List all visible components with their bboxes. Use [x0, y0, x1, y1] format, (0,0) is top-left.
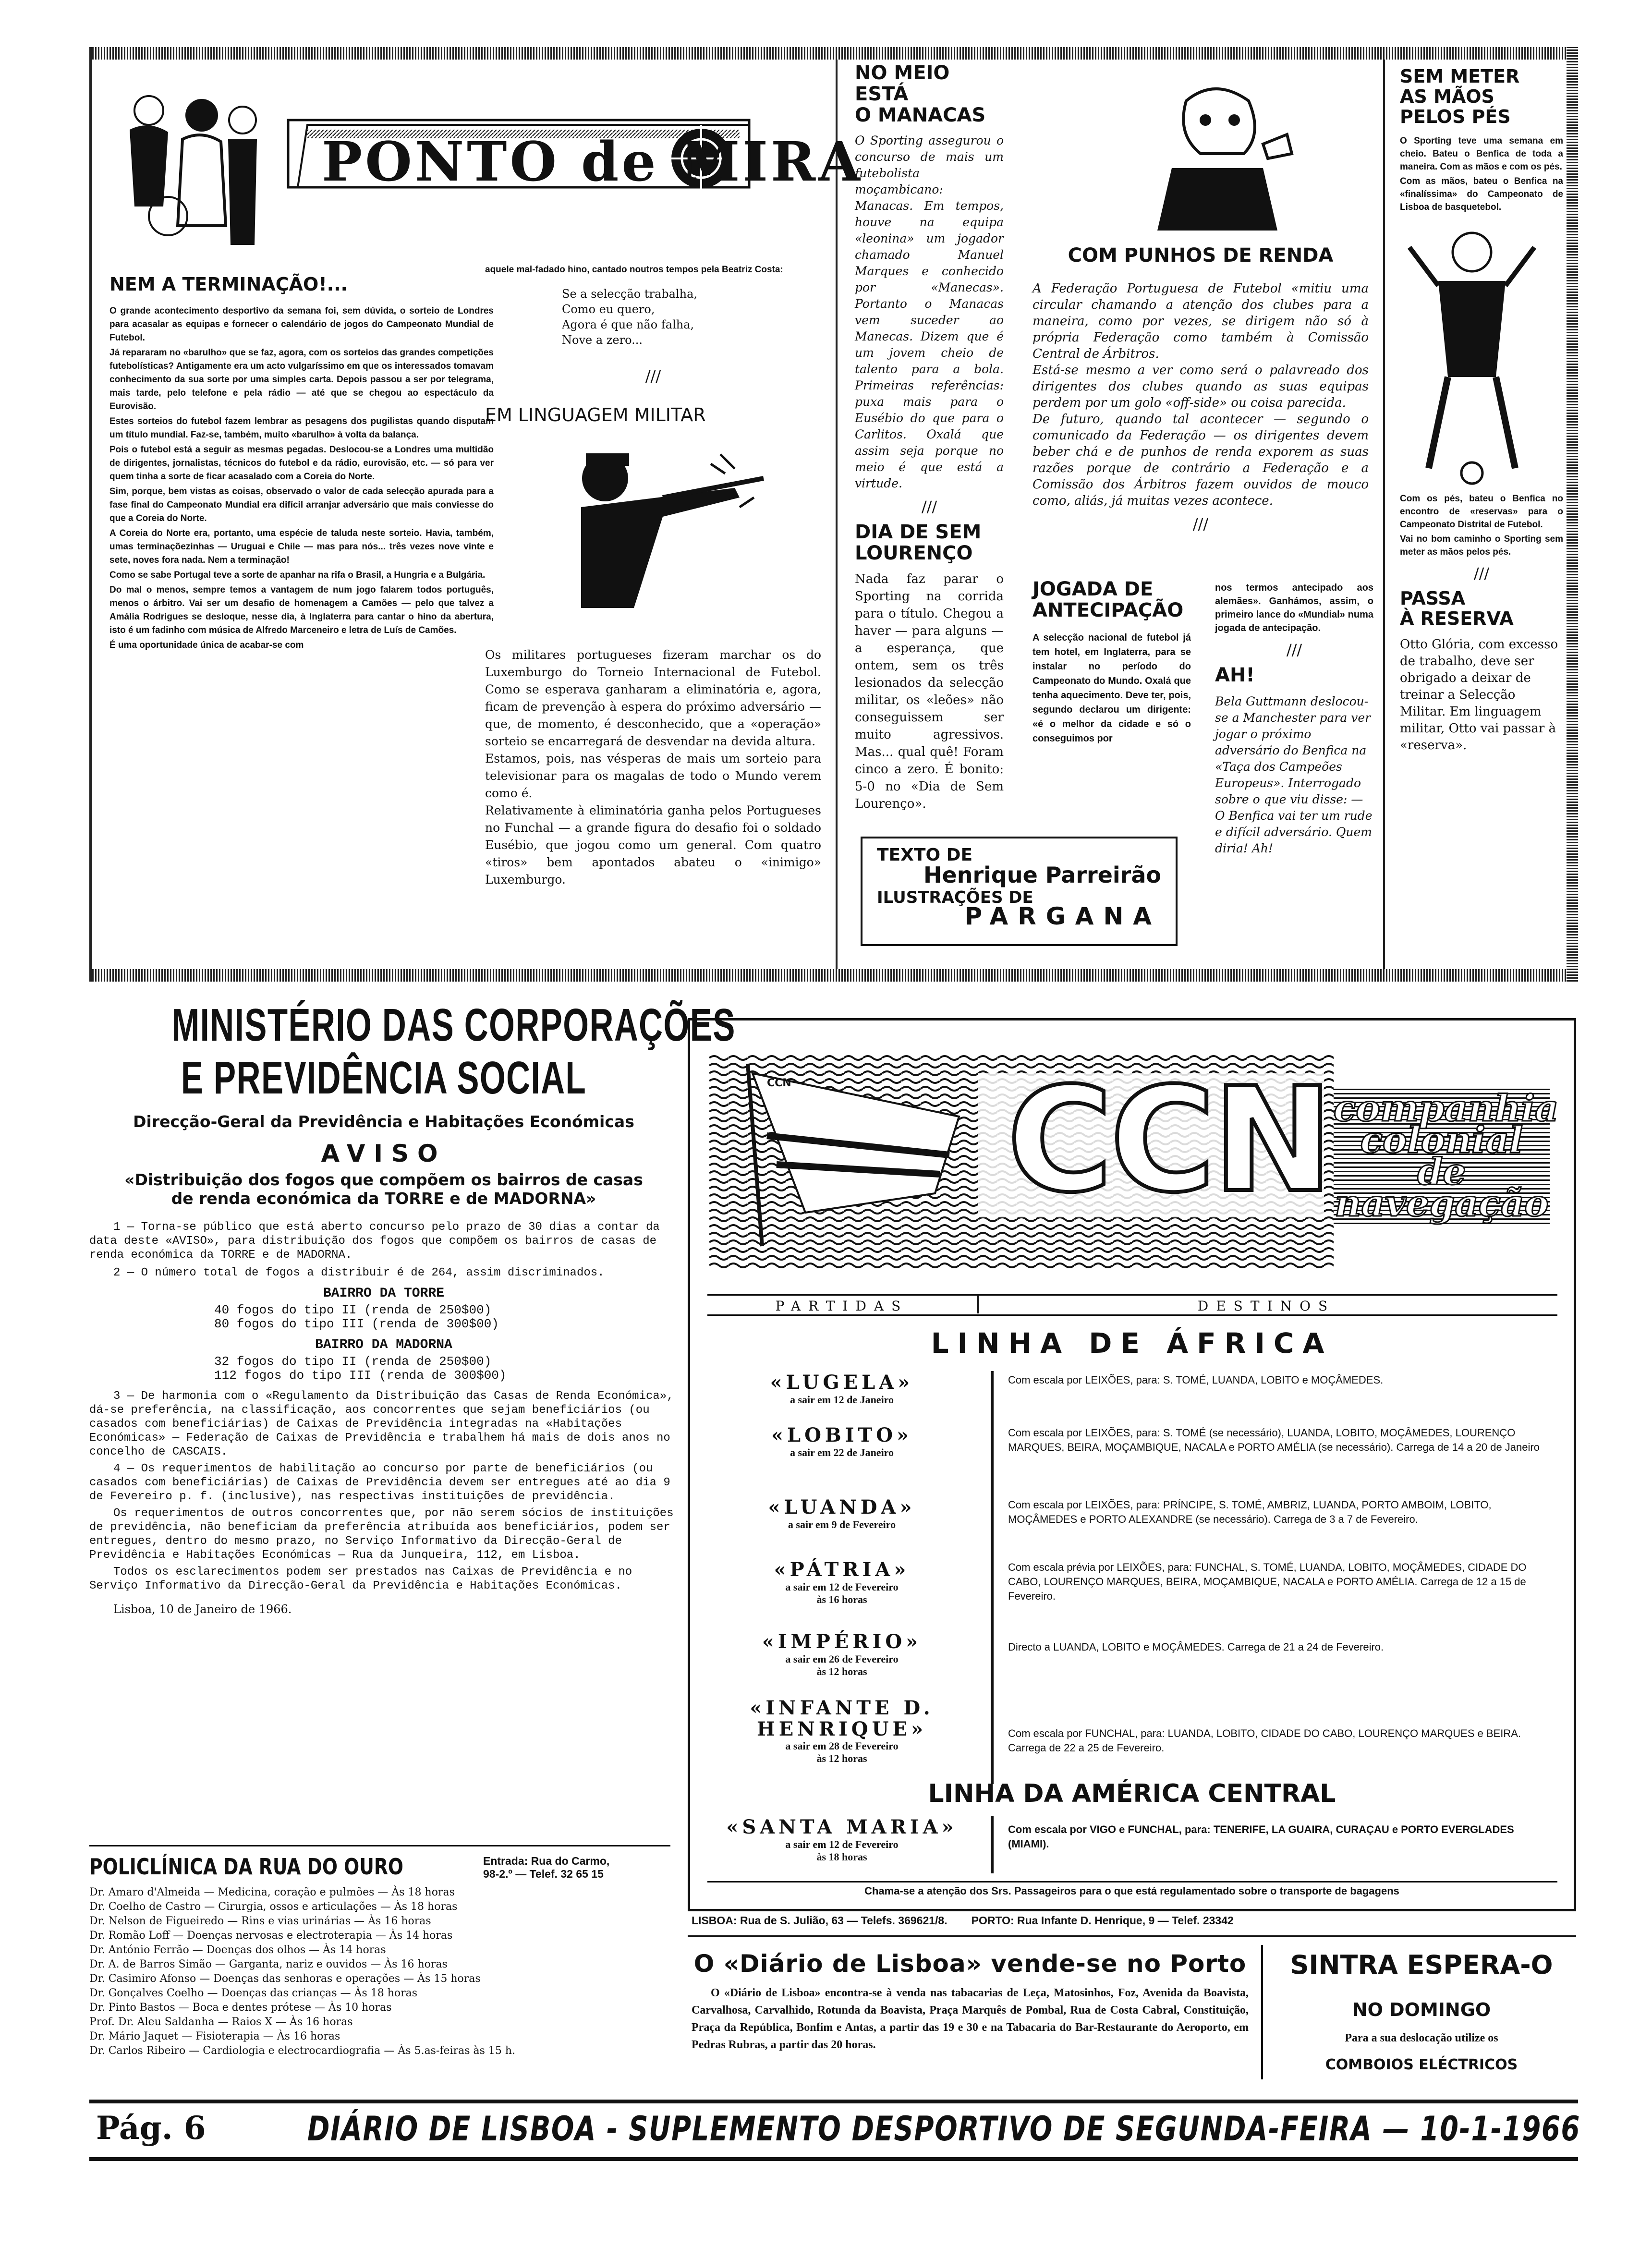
- table-header-line: [707, 1294, 1557, 1296]
- ship-name: «SANTA MARIA»: [726, 1816, 958, 1838]
- ship-destinations: Com escala por LEIXÕES, para: S. TOMÉ (se necessário), LUANDA, LOBITO, MOÇÂMEDES, LOURENÇO MARQUES, BEIRA, MOÇAMBIQUE, NACALA e PORTO AMÉLIA (se necessário). Carrega de 14 a 20 de Janeiro: [1008, 1427, 1540, 1453]
- heading: NEM A TERMINAÇÃO!...: [109, 274, 348, 295]
- list-item: 40 fogos do tipo II (renda de 250$00): [214, 1303, 492, 1317]
- paragraph: A Coreia do Norte era, portanto, uma espécie de taluda neste sorteio. Havia, também, umas terminaçõezinhas — Uruguai e Chile — mas para nós... três vezes nove vinte e sete, noves fora nada. Nem a terminação!: [109, 528, 494, 565]
- paragraph: 1 — Torna-se público que está aberto concurso pelo prazo de 30 dias a contar da data deste «AVISO», para distribuição dos fogos que compõem os bairros de casas de renda económica da TORRE e de MADORNA.: [89, 1221, 660, 1262]
- paragraph: Está-se mesmo a ver como será o palavreado dos dirigentes dos clubes quando as suas equipas perdem por um golo «off-side» ou coisa parecida.: [1032, 363, 1369, 410]
- list-item: Dr. Casimiro Afonso — Doenças das senhoras e operações — Às 15 horas: [89, 1973, 481, 1985]
- policlinica-ad: [89, 1854, 675, 2079]
- column-rule: [977, 1294, 979, 1313]
- paragraph: Relativamente à eliminatória ganha pelos Portugueses no Funchal — a grande figura do desafio foi o soldado Eusébio, que jogou como um general. Com quatro «tiros» bem apontados abateu o «inimigo» Luxemburgo.: [485, 803, 821, 887]
- paragraph: Do mal o menos, sempre temos a vantagem de num jogo falarem todos português, menos o árbitro. Vai ser um desafio de homenagem a Camões — pelo que talvez a Amália Rodrigues se desloque, nesse dia, à Inglaterra para cantar o hino da abertura, isto é um fadinho com música de Alfredo Marceneiro e letra de Luís de Camões.: [109, 585, 494, 635]
- ship-name: «IMPÉRIO»: [762, 1630, 922, 1653]
- separator: ///: [1473, 564, 1490, 583]
- paragraph: Bela Guttmann deslocou-se a Manchester para ver jogar o próximo adversário do Benfica na «Taça dos Campeões Europeus». Interrogado sobre o que viu disse: — O Benfica vai ter um rude e difícil adversário. Quem diria! Ah!: [1215, 694, 1373, 855]
- ponto-de-mira-logo: [279, 106, 863, 202]
- ship-name: «LUGELA»: [770, 1371, 914, 1394]
- aviso-subtitle: «Distribuição dos fogos que compõem os bairros de casas: [124, 1170, 643, 1189]
- table-row: [707, 1424, 1557, 1496]
- heading: AS MÃOS: [1400, 86, 1494, 107]
- list-item: 32 fogos do tipo II (renda de 250$00): [214, 1354, 492, 1369]
- sintra-ad: [1268, 1950, 1575, 2073]
- article-jogada-antecipacao: [1032, 579, 1191, 747]
- column-rule: [1261, 1945, 1263, 2079]
- address-line: 98-2.º — Telef. 32 65 15: [483, 1868, 604, 1880]
- paragraph: Com os pés, bateu o Benfica no encontro de «reservas» para o Campeonato Distrital de Futebol.: [1400, 494, 1563, 530]
- section-bottom-border: [89, 969, 1578, 982]
- table-row: [707, 1371, 1557, 1424]
- sintra-subtitle: NO DOMINGO: [1352, 1999, 1491, 2020]
- ministerio-title: MINISTÉRIO DAS CORPORAÇÕES: [171, 999, 736, 1051]
- ship-destinations: Com escala por VIGO e FUNCHAL, para: TENERIFE, LA GUAIRA, CURAÇAU e PORTO EVERGLADES (MIAMI).: [1008, 1823, 1514, 1850]
- soldier-illustration: [552, 445, 773, 627]
- policlinica-address: [483, 1855, 609, 1881]
- paragraph: O «Diário de Lisboa» encontra-se à venda nas tabacarias de Leça, Matosinhos, Foz, Avenida da Boavista, Carvalhosa, Carvalhido, Rotunda da Boavista, Praça Marquês de Pombal, Rua de Costa Cabral, Constituição, Praça da República, Bonfim e Antas, a partir das 19 e 30 e na Tabacaria do Bar-Restaurante do Aeroporto, em Pedras Rubras, a partir das 20 horas.: [692, 1987, 1249, 2051]
- ccn-address-porto: PORTO: Rua Infante D. Henrique, 9 — Telef. 23342: [971, 1914, 1234, 1927]
- ship-name: «LUANDA»: [768, 1496, 916, 1518]
- article-jogada-continuation: [1215, 581, 1373, 857]
- list-item: Dr. Pinto Bastos — Boca e dentes prótese — Às 10 horas: [89, 2002, 392, 2014]
- heading: PELOS PÉS: [1400, 106, 1511, 127]
- ccn-logo: CCN: [1007, 1057, 1331, 1224]
- paragraph: A Federação Portuguesa de Futebol «mitiu uma circular chamando a atenção dos clubes para a maneira, como por vezes, se dirigem não só à própria Federação como também à Comissão Central de Árbitros.: [1032, 281, 1369, 361]
- paragraph: Todos os esclarecimentos podem ser prestados nas Caixas de Previdência e no Serviço Informativo da Direcção-Geral da Previdência e Habitações Económicas.: [89, 1566, 632, 1592]
- notice-title: O «Diário de Lisboa» vende-se no Porto: [693, 1950, 1247, 1978]
- doctor-list: [89, 1885, 675, 2058]
- ship-name: «PÁTRIA»: [774, 1558, 910, 1581]
- credits-text: TEXTO DE: [877, 845, 973, 865]
- list-item: Dr. Mário Jaquet — Fisioterapia — Às 16 horas: [89, 2030, 340, 2042]
- player-illustration: [1400, 219, 1544, 487]
- ccn-notice: Chama-se a atenção dos Srs. Passageiros para o que está regulamentado sobre o transporte de bagagens: [864, 1885, 1399, 1897]
- list-item: 112 fogos do tipo III (renda de 300$00): [214, 1368, 507, 1383]
- heading: ANTECIPAÇÃO: [1032, 599, 1184, 621]
- separator: ///: [1286, 641, 1302, 659]
- verse: [485, 286, 821, 348]
- heading: SEM METER: [1400, 66, 1520, 87]
- heading: COM PUNHOS DE RENDA: [1068, 244, 1334, 267]
- paragraph: Como se sabe Portugal teve a sorte de apanhar na rifa o Brasil, a Hungria e a Bulgária.: [109, 570, 486, 580]
- paragraph: De futuro, quando tal acontecer — segundo o comunicado da Federação — os dirigentes devem beber chá e de punhos de renda exporem as suas razões porque de contrário a Federação e a Comissão dos Árbitros fazem ouvidos de mouco como, aliás, já muitas vezes acontece.: [1032, 412, 1369, 508]
- section-title: BAIRRO DA TORRE: [323, 1286, 445, 1301]
- paragraph: Otto Glória, com excesso de trabalho, deve ser obrigado a deixar de treinar a Selecção Militar. Em linguagem militar, Otto vai passar à «reserva».: [1400, 637, 1558, 753]
- article-continuation: [485, 263, 821, 888]
- list-item: Dr. Coelho de Castro — Cirurgia, ossos e articulações — Às 18 horas: [89, 1901, 458, 1913]
- table-header-line: [707, 1314, 1557, 1316]
- right-border: [1567, 47, 1578, 982]
- ship-date: a sair em 12 de Fevereiro: [785, 1581, 899, 1593]
- credits-text: ILUSTRAÇÕES DE: [877, 888, 1033, 907]
- paragraph: Vai no bom caminho o Sporting sem meter as mãos pelos pés.: [1400, 534, 1563, 557]
- verse-line: Nove a zero...: [562, 333, 643, 347]
- table-row: [707, 1816, 1557, 1873]
- table-row: [707, 1496, 1557, 1558]
- aviso-subtitle: de renda económica da TORRE e de MADORNA»: [171, 1189, 596, 1208]
- footer-rule: [89, 2157, 1578, 2161]
- date: Lisboa, 10 de Janeiro de 1966.: [113, 1603, 292, 1616]
- table-row: [707, 1558, 1557, 1630]
- heading: NO MEIO ESTÁ: [855, 62, 950, 105]
- ship-date: a sair em 12 de Janeiro: [790, 1394, 894, 1406]
- ship-time: às 12 horas: [816, 1665, 867, 1677]
- ccn-tagline: [1334, 1087, 1559, 1225]
- ship-destinations: Com escala por LEIXÕES, para: S. TOMÉ, LUANDA, LOBITO e MOÇÂMEDES.: [1008, 1374, 1384, 1386]
- list-item: Dr. Nelson de Figueiredo — Rins e vias urinárias — Às 16 horas: [89, 1915, 431, 1927]
- heading: PASSA: [1400, 588, 1466, 609]
- man-drinking-illustration: [1105, 72, 1325, 235]
- diario-porto-notice: [692, 1950, 1249, 2053]
- verse-line: Agora é que não falha,: [562, 318, 694, 331]
- ship-name: «INFANTE D. HENRIQUE»: [750, 1697, 934, 1740]
- column-header: PARTIDAS: [775, 1298, 909, 1314]
- heading: AH!: [1215, 664, 1255, 686]
- divider: [89, 1845, 670, 1846]
- separator: ///: [645, 367, 661, 385]
- paragraph: Sim, porque, bem vistas as coisas, observado o valor de cada selecção apurada para a fase final do Campeonato Mundial era difícil arranjar adversário que mais conviesse do que a Coreia do Norte.: [109, 486, 494, 523]
- sintra-title: SINTRA ESPERA-O: [1290, 1950, 1553, 1980]
- list-item: Dr. António Ferrão — Doenças dos olhos — Às 14 horas: [89, 1944, 386, 1956]
- article-sem-meter-maos: [1400, 66, 1563, 754]
- ship-time: às 16 horas: [816, 1593, 867, 1605]
- column-rule: [1383, 60, 1385, 969]
- ship-destinations: Com escala prévia por LEIXÕES, para: FUNCHAL, S. TOMÉ, LUANDA, LOBITO, MOÇÂMEDES, CIDADE DO CABO, LOURENÇO MARQUES, BEIRA, MOÇAMBIQUE, NACALA e PORTO AMÉLIA. Carrega de 12 a 15 de Fevereiro.: [1008, 1561, 1527, 1602]
- ccn-flag-text: CCN: [767, 1077, 791, 1089]
- separator: ///: [921, 498, 937, 516]
- list-item: Prof. Dr. Aleu Saldanha — Raios X — Às 16 horas: [89, 2016, 353, 2028]
- ship-name: «LOBITO»: [771, 1424, 913, 1446]
- list-item: 80 fogos do tipo III (renda de 300$00): [214, 1317, 499, 1331]
- ships-table: [707, 1371, 1557, 1784]
- ship-date: a sair em 9 de Fevereiro: [788, 1518, 896, 1530]
- paragraph: Pois o futebol está a seguir as mesmas pegadas. Deslocou-se a Londres uma multidão de dirigentes, jornalistas, técnicos do futebol e da rádio, eurovisão, etc. — só para ver quem tinha a sorte de ficar acasalado com a Coreia do Norte.: [109, 445, 494, 482]
- sintra-text: Para a sua deslocação utilize os: [1345, 2032, 1498, 2044]
- heading: LOURENÇO: [855, 542, 973, 564]
- heading: O MANACAS: [855, 104, 986, 126]
- ministerio-title: E PREVIDÊNCIA SOCIAL: [181, 1052, 587, 1104]
- paragraph: Nada faz parar o Sporting na corrida para o título. Chegou a haver — para alguns — a esperança, que ontem, sem os três lesionados da selecção militar, os «leões» não conseguissem ser muito agressivos. Mas... qual quê! Foram cinco a zero. É bonito: 5-0 no «Dia de Sem Lourenço».: [855, 572, 1004, 811]
- ship-date: a sair em 22 de Janeiro: [790, 1446, 894, 1458]
- article-nem-a-terminacao: [109, 274, 494, 654]
- footer-rule: [89, 2100, 1578, 2103]
- paragraph: O Sporting teve uma semana em cheio. Bateu o Benfica de toda a maneira. Com as mãos e com os pés.: [1400, 136, 1563, 172]
- ccn-banner: [709, 1054, 1559, 1270]
- paragraph: Os requerimentos de outros concorrentes que, por não serem sócios de instituições de previdência, não beneficiam da preferência atribuída aos beneficiários, podem ser entregues, dentro do mesmo prazo, no Serviço Informativo da Direcção-Geral de Previdência e Habitações Económicas — Rua da Junqueira, 112, em Lisboa.: [89, 1507, 674, 1562]
- ministerio-notice: [89, 999, 736, 1616]
- tagline-line: companhia: [1334, 1087, 1559, 1130]
- list-item: Dr. A. de Barros Simão — Garganta, nariz e ouvidos — Às 16 horas: [89, 1958, 448, 1970]
- sintra-trains: COMBOIOS ELÉCTRICOS: [1325, 2056, 1518, 2073]
- ship-destinations: Directo a LUANDA, LOBITO e MOÇÂMEDES. Carrega de 21 a 24 de Fevereiro.: [1008, 1641, 1384, 1653]
- paragraph: aquele mal-fadado hino, cantado noutros tempos pela Beatriz Costa:: [485, 265, 783, 275]
- ship-time: às 18 horas: [816, 1851, 867, 1863]
- paragraph: 4 — Os requerimentos de habilitação ao concurso por parte de beneficiários (ou casados com beneficiárias) de Caixas de Previdência devem ser entregues até ao dia 9 de Fevereiro p. f. (inclusive), nas respectivas instituições de previdência.: [89, 1462, 670, 1503]
- column-header: DESTINOS: [1197, 1298, 1336, 1314]
- table-row: [707, 1698, 1557, 1784]
- heading: DIA DE SEM: [855, 521, 982, 543]
- ship-time: às 12 horas: [816, 1752, 867, 1764]
- list-item: Dr. Romão Loff — Doenças nervosas e electroterapia — Às 14 horas: [89, 1930, 453, 1942]
- ccn-footer: [692, 1914, 1575, 1927]
- table-row: [707, 1630, 1557, 1698]
- paragraph: Com as mãos, bateu o Benfica na «finalíssima» do Campeonato de Lisboa de basquetebol.: [1400, 176, 1563, 212]
- paragraph: Os militares portugueses fizeram marchar os do Luxemburgo do Torneio Internacional de Futebol. Como se esperava ganharam a eliminatória e, agora, ficam de prevenção à espera do próximo adversário — que, de momento, é desconhecido, que a «operação» sorteio se encarregará de desvendar na devida altura.: [485, 648, 821, 748]
- paragraph: Já repararam no «barulho» que se faz, agora, com os sorteios das grandes competições futebolísticas? Antigamente era um acto vulgaríssimo em que os interessados tomavam conhecimento da sua sorte por uma simples carta. Depois passou a ser por telegrama, mais tarde, pelo telefone e pela rádio — até que se chegou ao espectáculo da Eurovisão.: [109, 348, 494, 412]
- people-illustration: [110, 86, 269, 259]
- heading: À RESERVA: [1400, 608, 1514, 629]
- list-item: Dr. Amaro d'Almeida — Medicina, coração e pulmões — Às 18 horas: [89, 1886, 455, 1898]
- paragraph: A selecção nacional de futebol já tem hotel, em Inglaterra, para se instalar no período do Campeonato do Mundo. Oxalá que tenha aquecimento. Deve ter, pois, segundo declarou um dirigente: «é o melhor da cidade e só o conseguimos por: [1032, 632, 1191, 744]
- paragraph: É uma oportunidade única de acabar-se com: [109, 640, 304, 650]
- heading: JOGADA DE: [1032, 578, 1154, 600]
- paragraph: 2 — O número total de fogos a distribuir é de 264, assim discriminados.: [113, 1266, 605, 1279]
- ponto-de-mira-title: PONTO de MIRA: [322, 131, 863, 194]
- section-title: LINHA DA AMÉRICA CENTRAL: [928, 1779, 1336, 1808]
- ship-destinations: Com escala por FUNCHAL, para: LUANDA, LOBITO, CIDADE DO CABO, LOURENÇO MARQUES e BEIRA. Carrega de 22 a 25 de Fevereiro.: [1008, 1727, 1521, 1754]
- credits-author: Henrique Parreirão: [923, 862, 1161, 888]
- ship-date: a sair em 28 de Fevereiro: [785, 1740, 899, 1752]
- ship-date: a sair em 12 de Fevereiro: [785, 1838, 899, 1850]
- paragraph: O Sporting assegurou o concurso de mais um futebolista moçambicano: Manacas. Em tempos, houve na equipa «leonina» um jogador chamado Manuel Marques e conhecido por «Manecas». Portanto o Manacas vem suceder ao Manecas. Dizem que é um jovem cheio de talento para a bola. Primeiras referências: puxa mais para o Eusébio do que para o Carlitos. Oxalá que assim seja porque no meio é que está a virtude.: [855, 134, 1004, 490]
- divider: [688, 1935, 1576, 1937]
- verse-line: Se a selecção trabalha,: [562, 287, 698, 301]
- ministerio-subtitle: Direcção-Geral da Previdência e Habitações Económicas: [133, 1112, 634, 1131]
- credits-box: [861, 837, 1178, 946]
- article-meio-manacas: [855, 62, 1004, 813]
- list-item: Dr. Carlos Ribeiro — Cardiologia e electrocardiografia — Às 5.as-feiras às 15 h.: [89, 2045, 516, 2057]
- paragraph: nos termos antecipado aos alemães». Ganhámos, assim, o primeiro lance do «Mundial» numa jogada de antecipação.: [1215, 583, 1373, 633]
- list-item: Dr. Gonçalves Coelho — Doenças das crianças — Às 18 horas: [89, 1987, 418, 1999]
- tagline-line: colonial de: [1360, 1118, 1523, 1193]
- aviso-title: AVISO: [321, 1140, 447, 1167]
- verse-line: Como eu quero,: [562, 303, 655, 316]
- masthead: DIÁRIO DE LISBOA - SUPLEMENTO DESPORTIVO DE SEGUNDA-FEIRA — 10-1-1966: [307, 2109, 1581, 2149]
- divider: [707, 1881, 1557, 1882]
- paragraph: Estamos, pois, nas vésperas de mais um sorteio para televisionar para os magalas de todo o Mundo verem como é.: [485, 752, 821, 800]
- section-title: BAIRRO DA MADORNA: [315, 1337, 452, 1352]
- left-border: [89, 47, 92, 982]
- heading: EM LINGUAGEM MILITAR: [485, 404, 706, 425]
- column-rule: [836, 60, 838, 969]
- ship-date: a sair em 26 de Fevereiro: [785, 1653, 899, 1665]
- ccn-ad: [688, 1018, 1576, 1911]
- paragraph: O grande acontecimento desportivo da semana foi, sem dúvida, o sorteio de Londres para acasalar as equipas e fornecer o calendário de jogos do Campeonato Mundial de Futebol.: [109, 306, 494, 343]
- article-punhos-de-renda: [1032, 245, 1369, 539]
- credits-illustrator: PARGANA: [964, 902, 1161, 930]
- page-number: Pág. 6: [96, 2109, 206, 2147]
- section-title: LINHA DE ÁFRICA: [931, 1327, 1333, 1360]
- address-line: Entrada: Rua do Carmo,: [483, 1855, 610, 1867]
- tagline-line: navegação: [1335, 1182, 1549, 1225]
- policlinica-title: POLICLÍNICA DA RUA DO OURO: [89, 1854, 403, 1880]
- paragraph: 3 — De harmonia com o «Regulamento da Distribuição das Casas de Renda Económica», dá-se preferência, na classificação, aos concorrentes que sejam beneficiários (ou casados com beneficiárias) de Caixas de Previdência integradas na «Habitações Económicas» — Federação de Caixas de Previdência e trabalhem há mais de dois anos no concelho de CASCAIS.: [89, 1390, 674, 1458]
- separator: ///: [1192, 515, 1209, 533]
- top-border: [89, 47, 1576, 60]
- paragraph: Estes sorteios do futebol fazem lembrar as pesagens dos pugilistas quando disputam um título mundial. Faz-se, também, muito «barulho» à volta da balança.: [109, 416, 494, 440]
- ccn-address-lisboa: LISBOA: Rua de S. Julião, 63 — Telefs. 369621/8.: [692, 1914, 947, 1927]
- ship-destinations: Com escala por LEIXÕES, para: PRÍNCIPE, S. TOMÉ, AMBRIZ, LUANDA, PORTO AMBOIM, LOBITO, MOÇÂMEDES e PORTO ALEXANDRE (se necessário). Carrega de 3 a 7 de Fevereiro.: [1008, 1499, 1492, 1525]
